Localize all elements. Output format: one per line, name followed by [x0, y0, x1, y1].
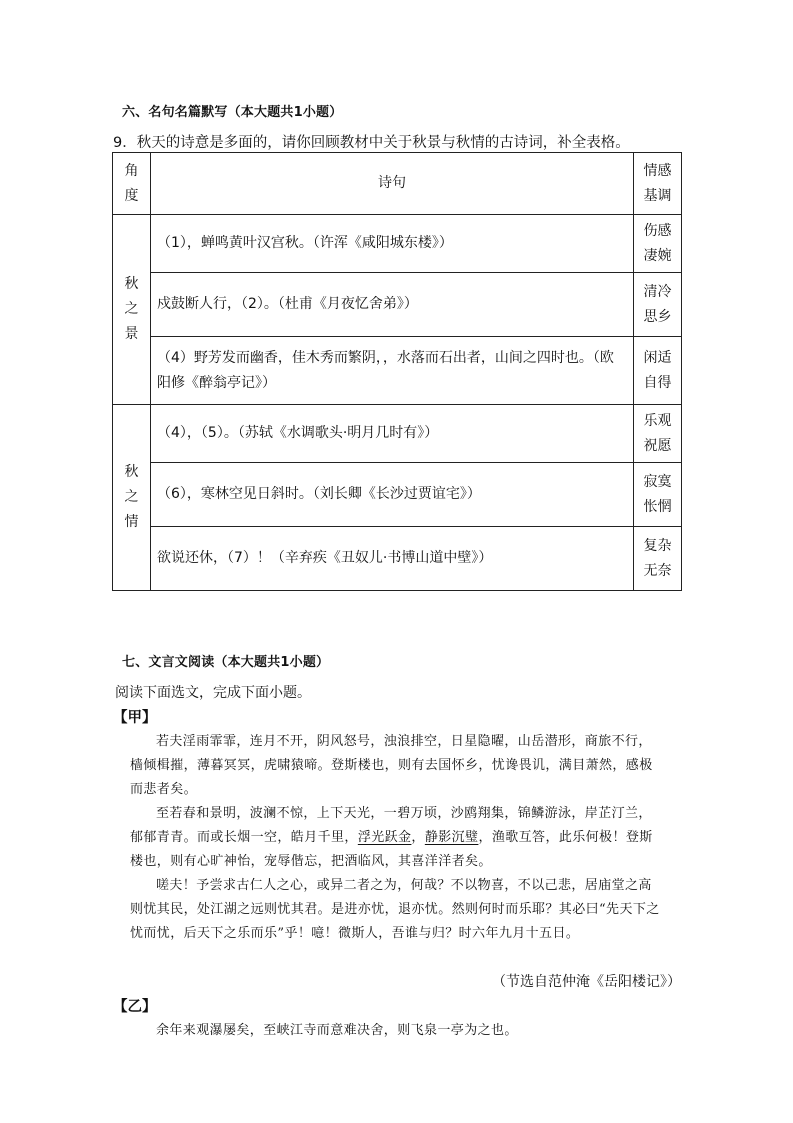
table-row — [113, 463, 682, 527]
poem-cell: 戍鼓断人行，（2）。（杜甫《月夜忆舍弟》） — [151, 273, 634, 337]
table-row — [113, 405, 682, 463]
reading-instruction: 阅读下面选文，完成下面小题。 — [115, 685, 311, 701]
paragraph-2-comma: ， — [411, 830, 425, 845]
poem-cell: （6），寒林空见日斜时。（刘长卿《长沙过贾谊宅》） — [151, 463, 634, 527]
emotion-cell: 复杂无奈 — [634, 527, 682, 591]
question-9: 9．秋天的诗意是多面的，请你回顾教材中关于秋景与秋情的古诗词，补全表格。 — [113, 135, 630, 151]
poem-cell: （4）野芳发而幽香，佳木秀而繁阴，，水落而石出者，山间之四时也。（欧阳修《醉翁亭记》） — [151, 337, 634, 405]
paragraph-2-text-b: ，渔歌互答，此乐何极！登斯楼也，则有心旷神怡，宠辱偕忘，把酒临风，其喜洋洋者矣。 — [130, 830, 653, 869]
emotion-cell: 清冷思乡 — [634, 273, 682, 337]
table-row — [113, 527, 682, 591]
source-citation: （节选自范仲淹《岳阳楼记》） — [492, 974, 681, 990]
label-jia: 【甲】 — [113, 710, 157, 726]
poem-cell: （1），蝉鸣黄叶汉宫秋。（许浑《咸阳城东楼》） — [151, 215, 634, 273]
passage-jia-paragraph-3: 嗟夫！予尝求古仁人之心，或异二者之为，何哉？不以物喜，不以己悲，居庙堂之高则忧其民，处江湖之远则忧其君。是进亦忧，退亦忧。然则何时而乐耶？其必曰“先天下之忧而忧，后天下之乐而乐”乎！噫！微斯人，吾谁与归？时六年九月十五日。 — [130, 878, 660, 941]
table-row — [113, 337, 682, 405]
header-poem: 诗句 — [151, 153, 634, 215]
poem-cell: （4），（5）。（苏轼《水调歌头·明月几时有》） — [151, 405, 634, 463]
emotion-cell: 寂寞怅惘 — [634, 463, 682, 527]
paragraph-2-text-a: 至若春和景明，波澜不惊，上下天光，一碧万顷，沙鸥翔集，锦鳞游泳，岸芷汀兰，郁郁青青。而或长烟一空，皓月千里， — [130, 806, 652, 845]
emotion-cell: 闲适自得 — [634, 337, 682, 405]
angle-autumn-scene: 秋之景 — [113, 215, 151, 405]
emotion-cell: 伤感凄婉 — [634, 215, 682, 273]
poetry-table — [112, 152, 682, 591]
passage-jia-paragraph-2 — [130, 802, 665, 874]
passage-yi-paragraph-1: 余年来观瀑屡矣，至峡江寺而意难决舍，则飞泉一亭为之也。 — [156, 1023, 518, 1038]
header-emotion: 情感基调 — [634, 153, 682, 215]
table-row — [113, 273, 682, 337]
passage-yi — [130, 1019, 665, 1043]
underlined-phrase-1: 浮光跃金 — [357, 830, 412, 845]
emotion-cell: 乐观祝愿 — [634, 405, 682, 463]
header-angle: 角度 — [113, 153, 151, 215]
label-yi: 【乙】 — [113, 999, 157, 1015]
section7-title: 七、文言文阅读（本大题共1小题） — [122, 655, 330, 670]
table-header-row — [113, 153, 682, 215]
section6-title: 六、名句名篇默写（本大题共1小题） — [122, 105, 343, 120]
underlined-phrase-2: 静影沉璧 — [424, 830, 479, 845]
table-row — [113, 215, 682, 273]
passage-jia-paragraph-1: 若夫淫雨霏霏，连月不开，阴风怒号，浊浪排空，日星隐曜，山岳潜形，商旅不行，樯倾楫摧，薄暮冥冥，虎啸猿啼。登斯楼也，则有去国怀乡，忧谗畏讥，满目萧然，感极而悲者矣。 — [130, 734, 653, 797]
poem-cell: 欲说还休，（7）！（辛弃疾《丑奴儿·书博山道中壁》） — [151, 527, 634, 591]
angle-autumn-emotion: 秋之情 — [113, 405, 151, 591]
passage-jia — [130, 730, 665, 946]
